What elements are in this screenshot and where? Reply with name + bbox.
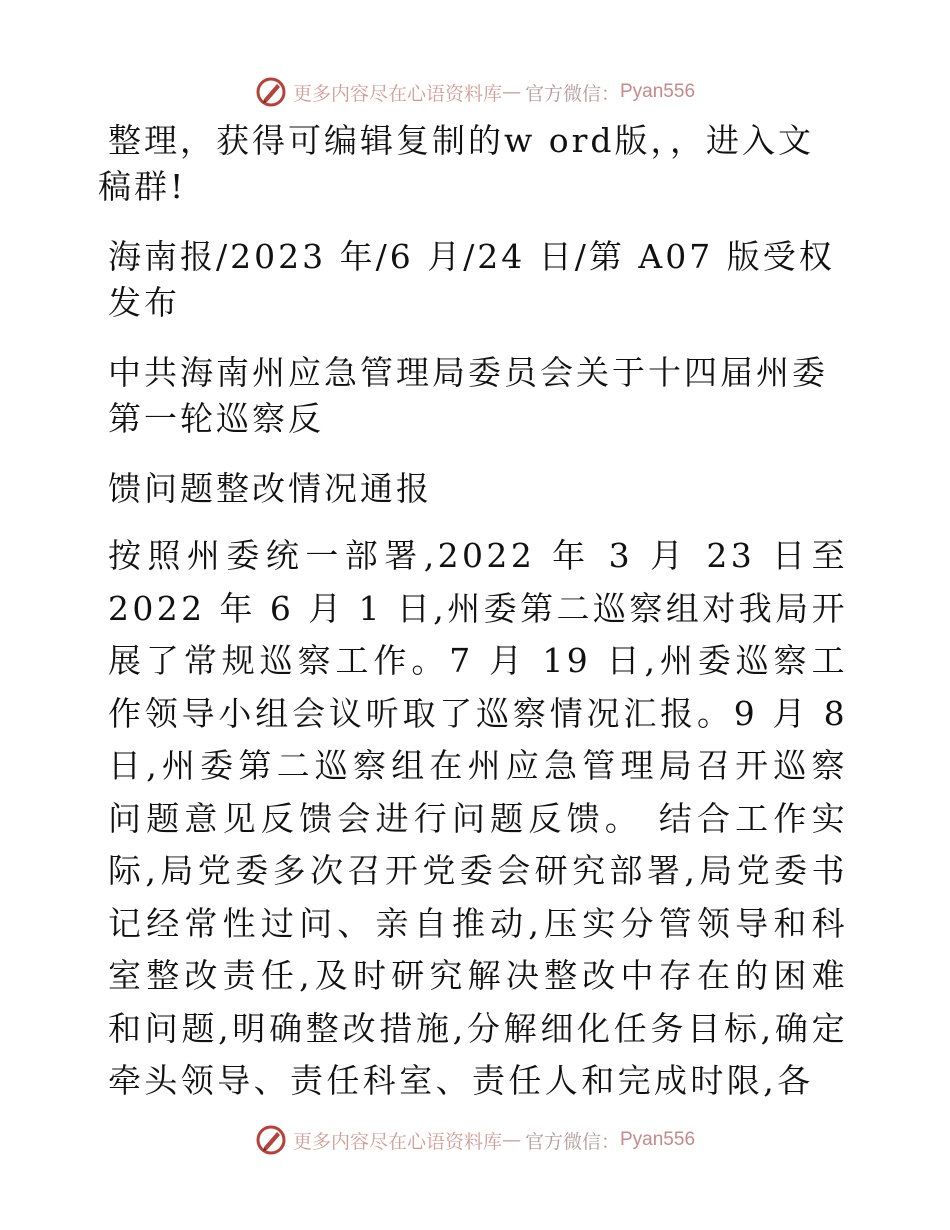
banner-separator: — [501,81,521,103]
document-content [98,118,848,1108]
footer-banner [0,1120,950,1160]
banner-wechat-label: 官方微信： [524,1130,620,1153]
document-title-line1: 中共海南州应急管理局委员会关于十四届州委第一轮巡察反 [108,353,828,438]
banner-wechat-label: 官方微信： [524,82,620,105]
banner-wechat-id: Pyan556 [620,1129,696,1150]
intro-text: 整理，获得可编辑复制的w ord版，，进入文稿群! [98,121,815,206]
body-paragraph: 按照州委统一部署,2022 年 3 月 23 日至 2022 年 6 月 1 日,州委第二巡察组对我局开展了常规巡察工作。7 月 19 日,州委巡察工作领导小组会议听取了巡察情况汇报。9 月 8 日,州委第二巡察组在州应急管理局召开巡察问题意见反馈会进行问题反馈。 结合工作实际,局党委多次召开党委会研究部署,局党委书记经常性过问、亲自推动,压实分管领导和科室整改责任,及时研究解决整改中存在的困难和问题,明确整改措施,分解细化任务目标,确定牵头领导、责任科室、责任人和完成时限,各 [108,536,848,1100]
banner-separator: — [501,1129,521,1151]
pen-circle-logo-icon [255,1124,287,1156]
source-line: 海南报/2023 年/6 月/24 日/第 A07 版受权发布 [108,237,835,322]
document-title-line2: 馈问题整改情况通报 [108,469,432,508]
header-banner [0,72,950,112]
banner-brand-text: 更多内容尽在心语资料库 [292,1130,502,1153]
banner-wechat-id: Pyan556 [620,81,696,102]
pen-circle-logo-icon [255,76,287,108]
banner-brand-text: 更多内容尽在心语资料库 [292,82,502,105]
